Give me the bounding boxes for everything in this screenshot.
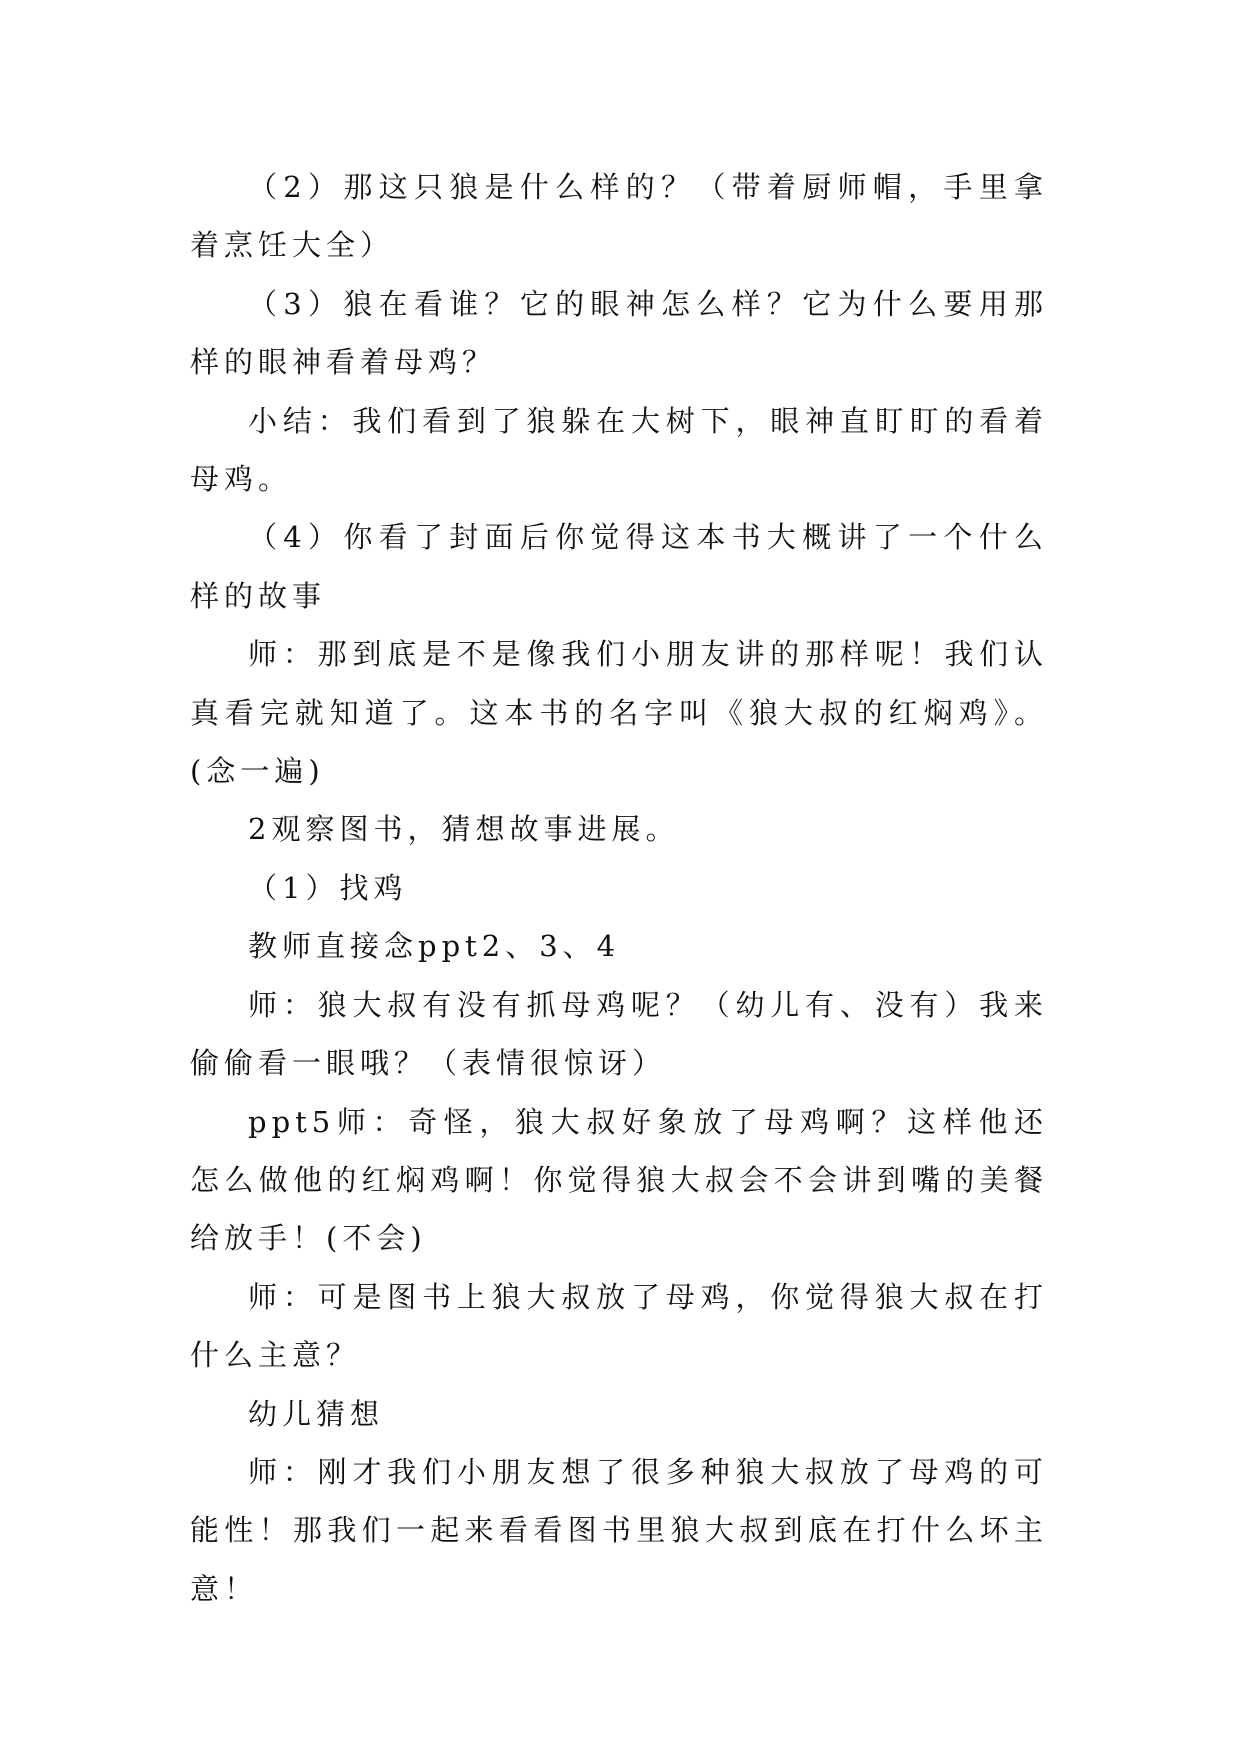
paragraph-summary: 小结：我们看到了狼躲在大树下，眼神直盯盯的看着母鸡。 — [190, 403, 1048, 497]
paragraph-find-chicken: （1）找鸡 — [248, 870, 408, 905]
paragraph-question-2: （2）那这只狼是什么样的？（带着厨师帽，手里拿着烹饪大全） — [190, 170, 1048, 263]
paragraph-teacher-reads: 教师直接念ppt2、3、4 — [248, 929, 621, 964]
paragraph-teacher-idea: 师：可是图书上狼大叔放了母鸡，你觉得狼大叔在打什么主意？ — [190, 1279, 1048, 1373]
paragraph-teacher-question: 师：狼大叔有没有抓母鸡呢？（幼儿有、没有）我来偷偷看一眼哦？（表情很惊讶） — [190, 987, 1048, 1081]
paragraph-section-2: 2观察图书，猜想故事进展。 — [248, 812, 680, 847]
document-body — [190, 158, 1048, 1618]
paragraph-question-4: （4）你看了封面后你觉得这本书大概讲了一个什么样的故事 — [190, 520, 1048, 613]
paragraph-children-guess: 幼儿猜想 — [248, 1396, 385, 1431]
paragraph-teacher-book-title: 师：那到底是不是像我们小朋友讲的那样呢！我们认真看完就知道了。这本书的名字叫《狼大叔的红焖鸡》。(念一遍) — [190, 637, 1048, 789]
paragraph-teacher-possibilities: 师：刚才我们小朋友想了很多种狼大叔放了母鸡的可能性！那我们一起来看看图书里狼大叔到底在打什么坏主意！ — [190, 1454, 1048, 1606]
paragraph-question-3: （3）狼在看谁？它的眼神怎么样？它为什么要用那样的眼神看着母鸡？ — [190, 286, 1048, 380]
paragraph-ppt5: ppt5师：奇怪，狼大叔好象放了母鸡啊？这样他还怎么做他的红焖鸡啊！你觉得狼大叔会不会讲到嘴的美餐给放手！(不会) — [190, 1104, 1048, 1256]
